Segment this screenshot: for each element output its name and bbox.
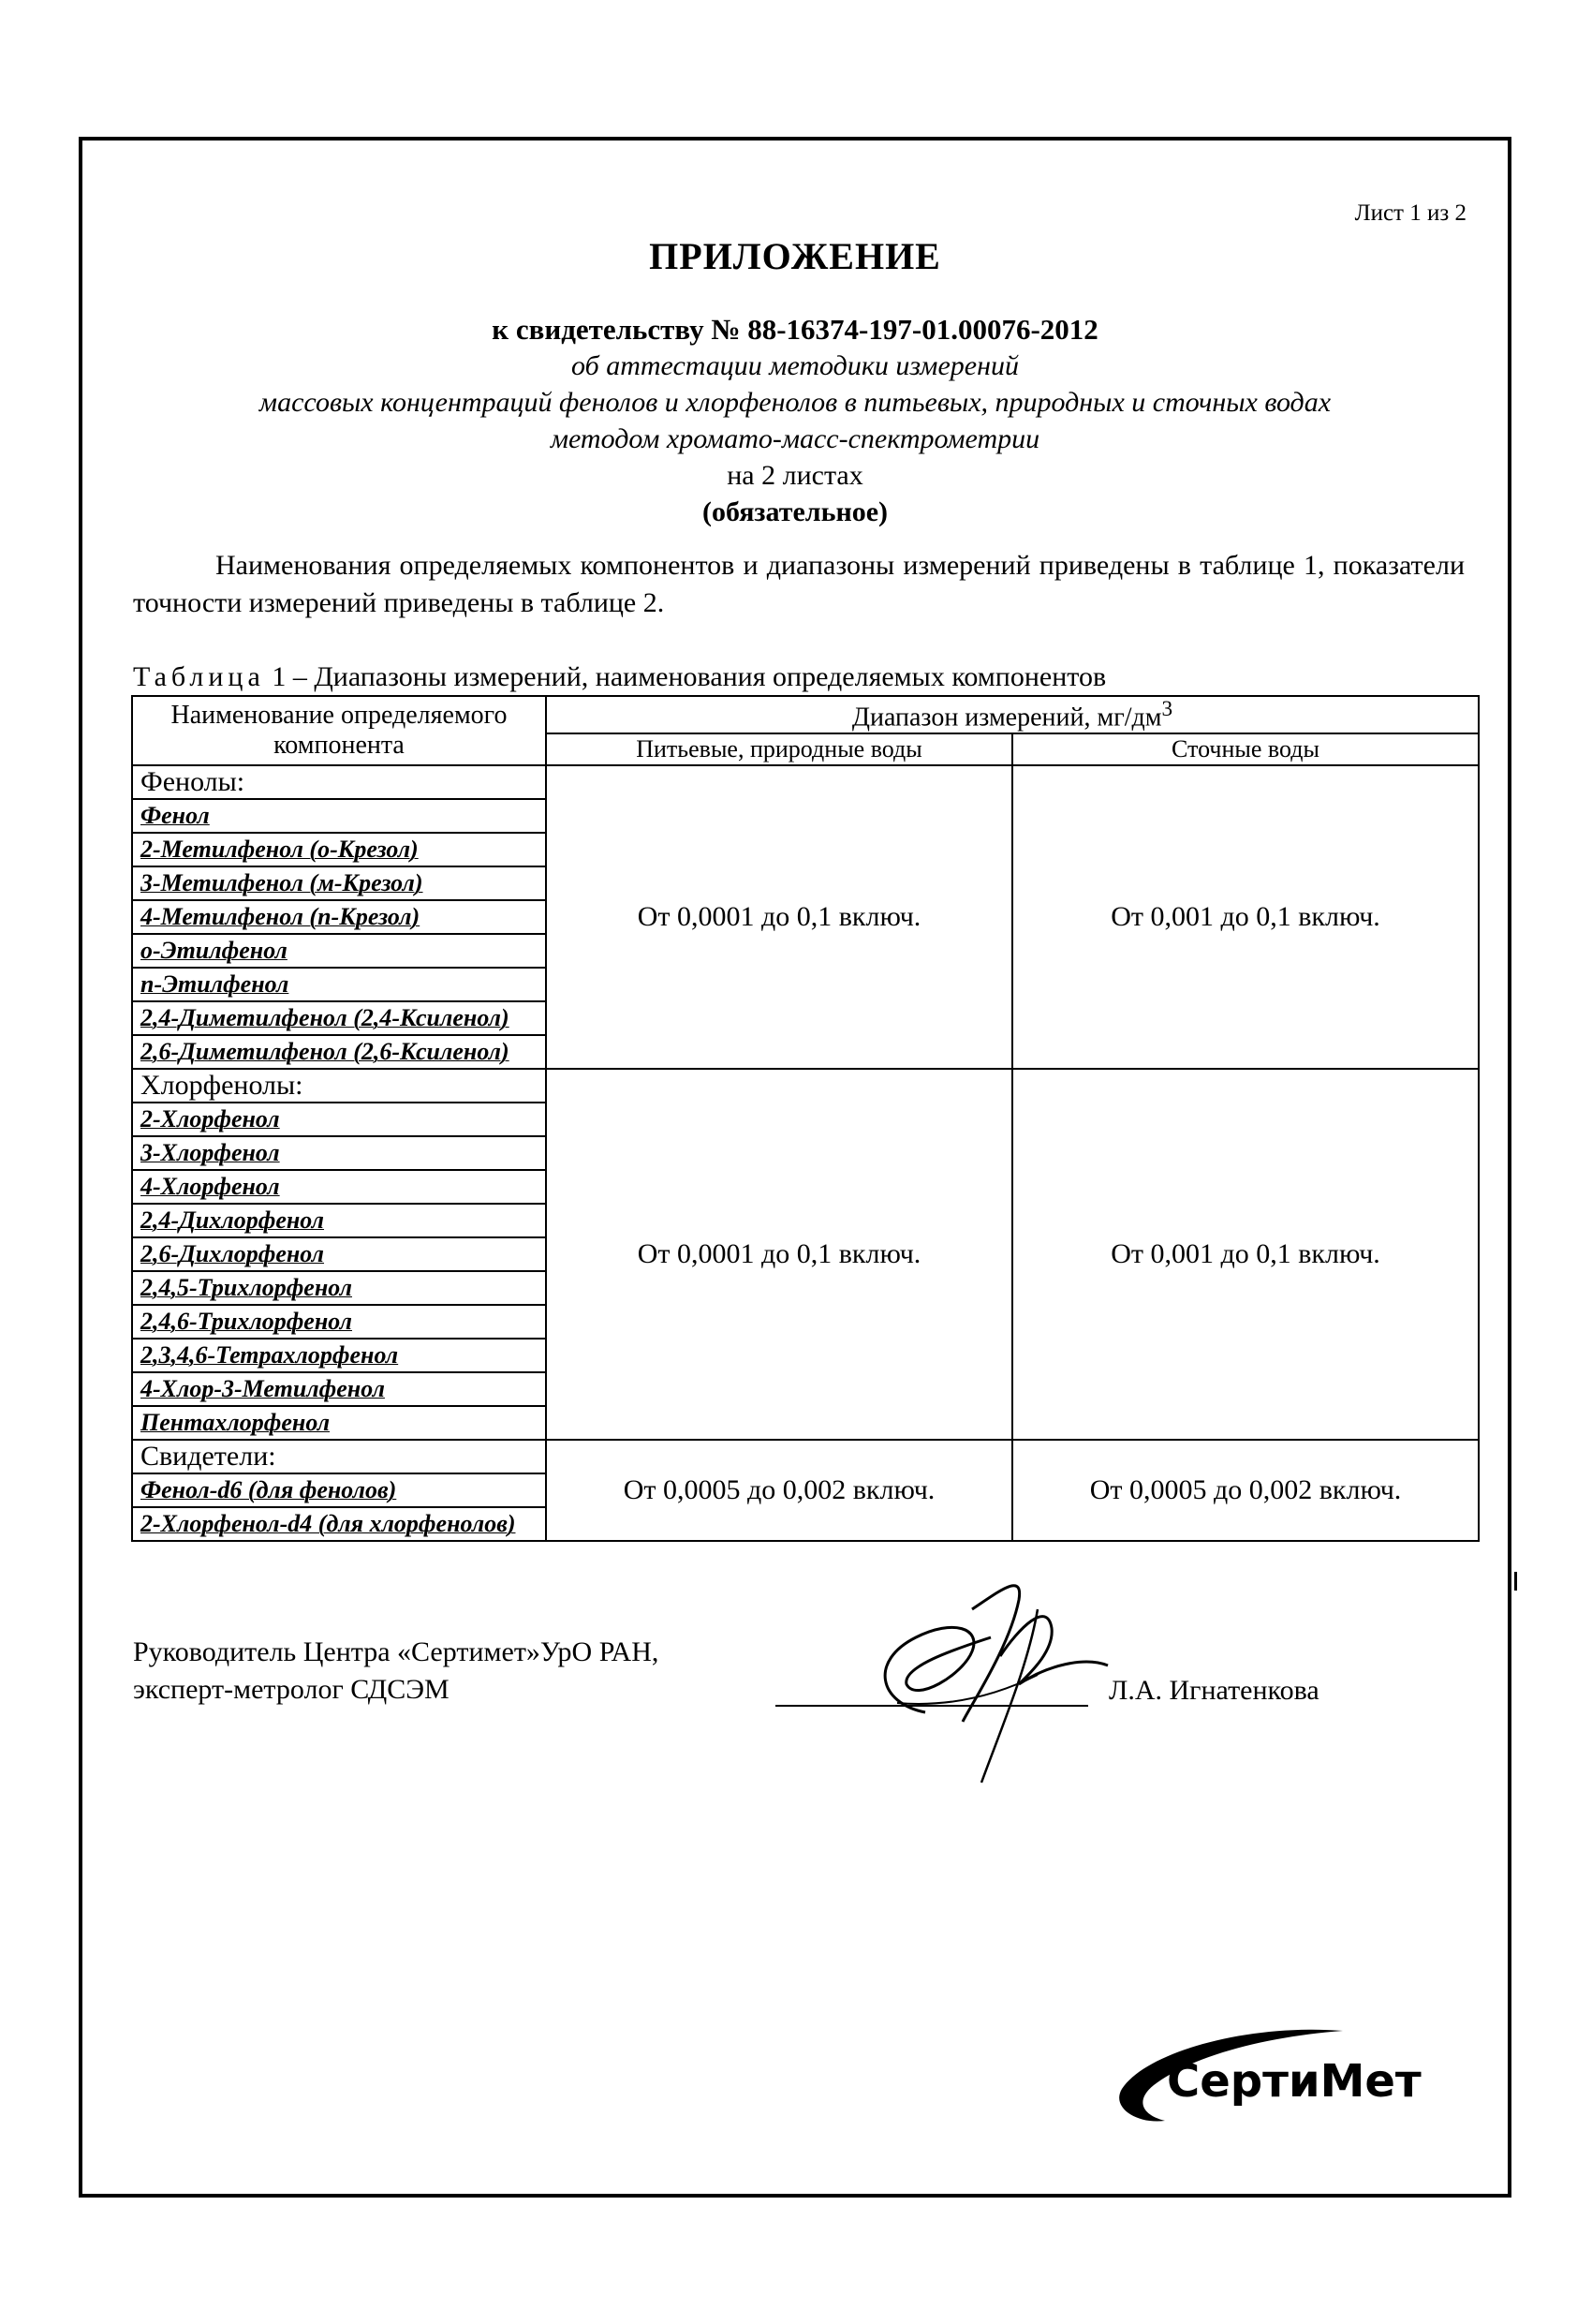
component-name: 2,4,6-Трихлорфенол <box>132 1305 546 1339</box>
table-caption-text: 1 – Диапазоны измерений, наименования определяемых компонентов <box>264 661 1107 692</box>
component-name: 2-Хлорфенол-d4 (для хлорфенолов) <box>132 1507 546 1541</box>
component-name: 2-Хлорфенол <box>132 1103 546 1136</box>
certificate-subject-line: массовых концентраций фенолов и хлорфенолов в питьевых, природных и сточных водах <box>258 387 1332 418</box>
range-cell: От 0,0005 до 0,002 включ. <box>1012 1440 1479 1541</box>
component-name: 2,4-Диметилфенол (2,4-Ксиленол) <box>132 1001 546 1035</box>
signatory-position-line: эксперт-метролог СДСЭМ <box>133 1674 450 1705</box>
ranges-table <box>131 695 1480 1542</box>
group-title: Хлорфенолы: <box>132 1069 546 1103</box>
component-name: 2,3,4,6-Тетрахлорфенол <box>132 1339 546 1372</box>
component-name: 2,6-Дихлорфенол <box>132 1237 546 1271</box>
component-name: Пентахлорфенол <box>132 1406 546 1440</box>
certificate-subject-line: методом хромато-масс-спектрометрии <box>550 423 1040 454</box>
signature-line <box>775 1705 1088 1707</box>
component-name: 4-Хлорфенол <box>132 1170 546 1204</box>
sheet-number: Лист 1 из 2 <box>1354 200 1467 226</box>
header-range <box>546 696 1479 733</box>
component-name: 4-Хлор-3-Метилфенол <box>132 1372 546 1406</box>
page-title: ПРИЛОЖЕНИЕ <box>649 235 941 277</box>
logo-text: СертиМет <box>1167 2055 1422 2108</box>
page-count: на 2 листах <box>727 460 863 491</box>
component-name: Фенол-d6 (для фенолов) <box>132 1473 546 1507</box>
component-name: Фенол <box>132 799 546 833</box>
sertimet-logo <box>1109 2023 1446 2131</box>
certificate-heading <box>82 311 1508 530</box>
component-name: 2,4-Дихлорфенол <box>132 1204 546 1237</box>
table-caption-label: Таблица <box>133 661 265 692</box>
component-name: 3-Метилфенол (м-Крезол) <box>132 866 546 900</box>
component-name: 4-Метилфенол (п-Крезол) <box>132 900 546 934</box>
intro-paragraph: Наименования определяемых компонентов и диапазоны измерений приведены в таблице 1, показатели точности измерений приведены в таблице 2. <box>133 550 1465 618</box>
range-cell: От 0,0005 до 0,002 включ. <box>546 1440 1012 1541</box>
witnesses-group <box>132 1440 1479 1541</box>
header-component: Наименование определяемого компонента <box>132 696 546 765</box>
range-cell: От 0,001 до 0,1 включ. <box>1012 1069 1479 1440</box>
range-cell: От 0,001 до 0,1 включ. <box>1012 765 1479 1069</box>
component-name: о-Этилфенол <box>132 934 546 968</box>
component-name: 2,6-Диметилфенол (2,6-Ксиленол) <box>132 1035 546 1069</box>
signatory-name: Л.А. Игнатенкова <box>1109 1675 1319 1706</box>
edge-mark <box>1514 1572 1517 1591</box>
document-frame <box>79 137 1511 2198</box>
table-caption <box>133 661 1106 693</box>
chlorophenols-group <box>132 1069 1479 1440</box>
certificate-subject-line: об аттестации методики измерений <box>571 350 1019 381</box>
component-name: 3-Хлорфенол <box>132 1136 546 1170</box>
group-title: Фенолы: <box>132 765 546 799</box>
signatory-position-line: Руководитель Центра «Сертимет»УрО РАН, <box>133 1636 659 1667</box>
certificate-number: к свидетельству № 88-16374-197-01.00076-2012 <box>492 313 1098 346</box>
signatory-position <box>133 1634 658 1709</box>
phenols-group <box>132 765 1479 1069</box>
header-drinking: Питьевые, природные воды <box>546 733 1012 765</box>
group-title: Свидетели: <box>132 1440 546 1473</box>
component-name: 2-Метилфенол (о-Крезол) <box>132 833 546 866</box>
mandatory-label: (обязательное) <box>701 496 889 527</box>
handwritten-signature <box>860 1572 1141 1792</box>
range-cell: От 0,0001 до 0,1 включ. <box>546 1069 1012 1440</box>
header-range-sup: 3 <box>1161 697 1173 721</box>
component-name: 2,4,5-Трихлорфенол <box>132 1271 546 1305</box>
header-waste: Сточные воды <box>1012 733 1479 765</box>
header-range-text: Диапазон измерений, мг/дм <box>851 703 1162 733</box>
component-name: п-Этилфенол <box>132 968 546 1001</box>
range-cell: От 0,0001 до 0,1 включ. <box>546 765 1012 1069</box>
